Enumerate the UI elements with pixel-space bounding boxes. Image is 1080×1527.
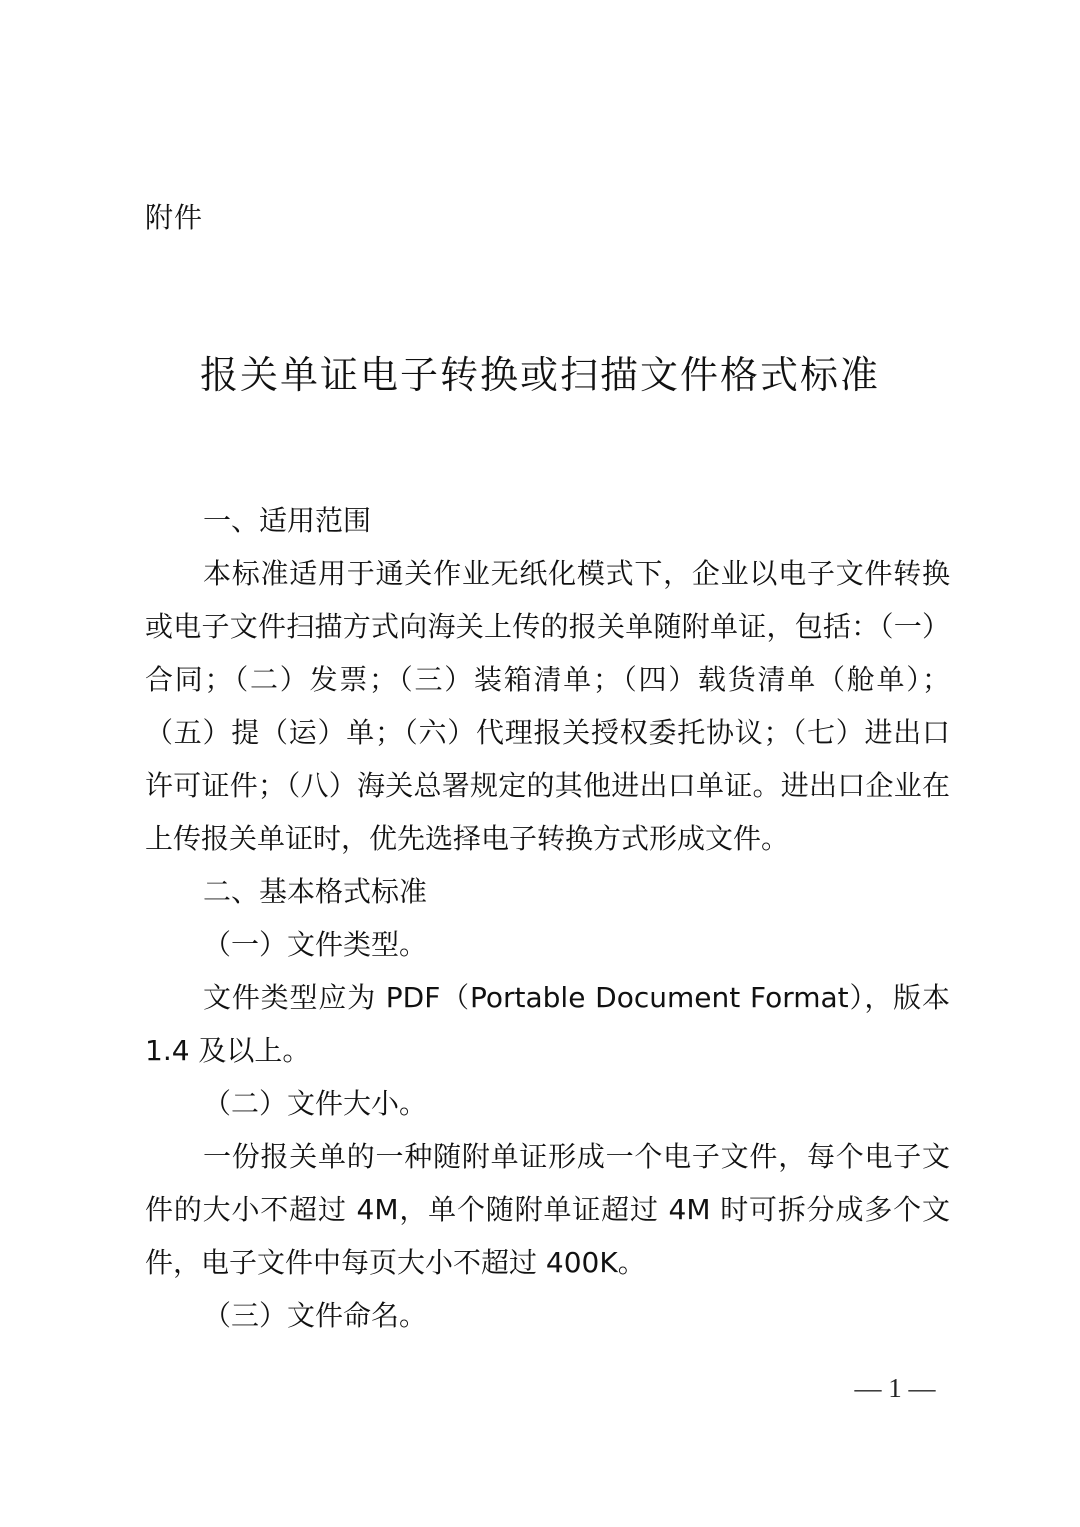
subheading-file-type: （一）文件类型。 <box>203 928 428 961</box>
scope-paragraph: 本标准适用于通关作业无纸化模式下，企业以电子文件转换或电子文件扫描方式向海关上传的报关单随附单证，包括：（一）合同；（二）发票；（三）装箱清单；（四）载货清单（舱单）；（五）提（运）单；（六）代理报关授权委托协议；（七）进出口许可证件；（八）海关总署规定的其他进出口单证。进出口企业在上传报关单证时，优先选择电子转换方式形成文件。 <box>145 557 950 855</box>
document-title: 报关单证电子转换或扫描文件格式标准 <box>199 353 880 397</box>
section-heading-scope: 一、适用范围 <box>203 504 372 537</box>
file-type-paragraph: 文件类型应为 PDF（Portable Document Format），版本 1.4 及以上。 <box>145 981 950 1067</box>
subheading-file-size: （二）文件大小。 <box>203 1087 428 1120</box>
document-body <box>145 494 950 1342</box>
attachment-label: 附件 <box>145 201 204 234</box>
file-size-paragraph: 一份报关单的一种随附单证形成一个电子文件，每个电子文件的大小不超过 4M，单个随附单证超过 4M 时可拆分成多个文件，电子文件中每页大小不超过 400K。 <box>145 1140 950 1279</box>
page-number: — 1 — <box>854 1373 936 1403</box>
section-heading-format-standard: 二、基本格式标准 <box>203 875 428 908</box>
subheading-file-naming: （三）文件命名。 <box>203 1299 428 1332</box>
